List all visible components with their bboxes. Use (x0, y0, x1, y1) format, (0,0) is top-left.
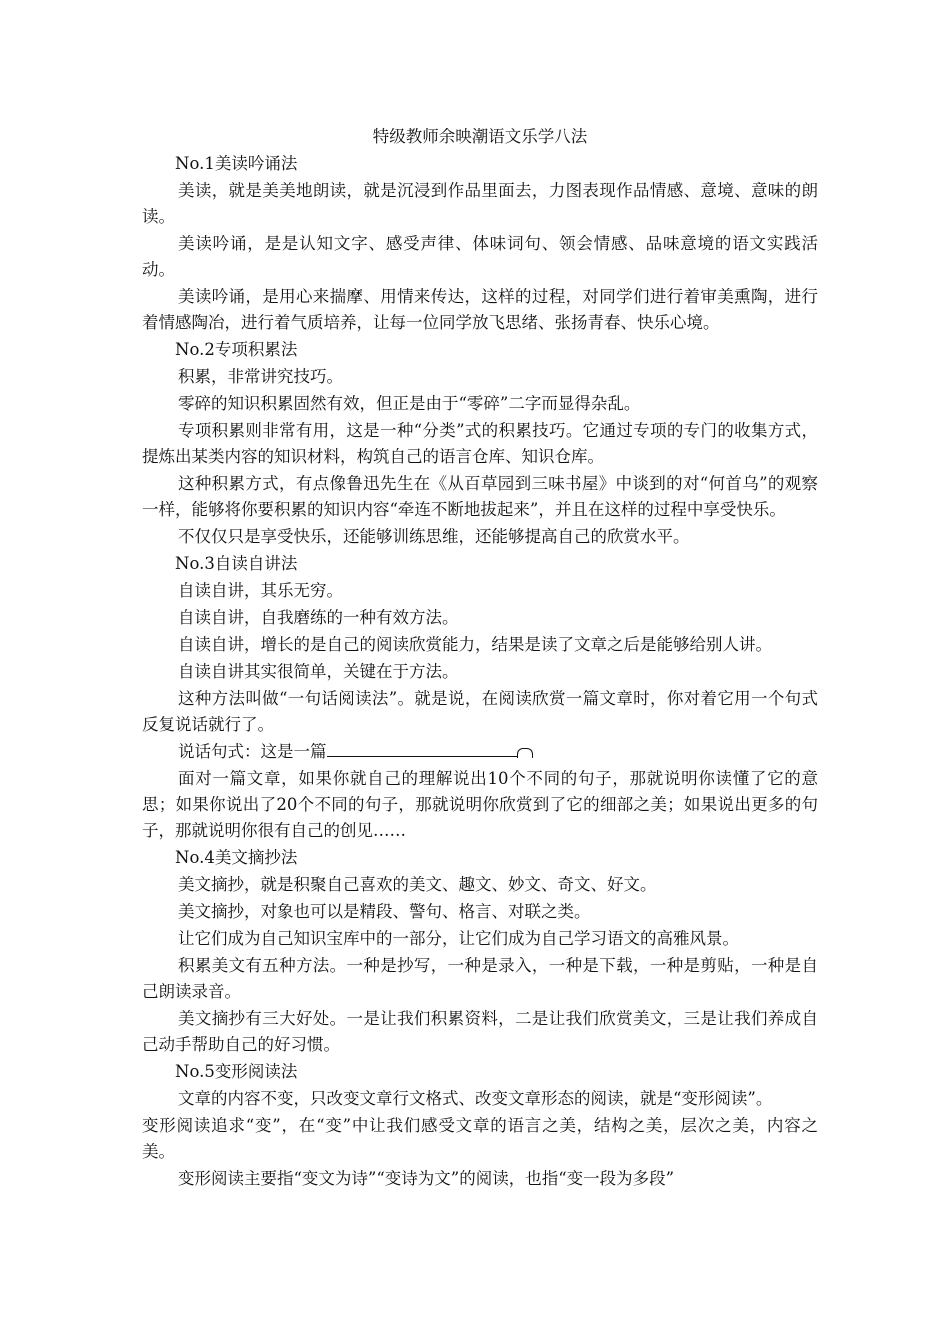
paragraph: 美读吟诵，是是认知文字、感受声律、体味词句、领会情感、品味意境的语文实践活动。 (142, 234, 818, 279)
paragraph: 这种方法叫做“一句话阅读法”。就是说，在阅读欣赏一篇文章时，你对着它用一个句式反复说话就行了。 (142, 689, 818, 734)
paragraph: 积累美文有五种方法。一种是抄写，一种是录入，一种是下载，一种是剪贴，一种是自己朗读录音。 (142, 956, 818, 1001)
paragraph: 美读，就是美美地朗读，就是沉浸到作品里面去，力图表现作品情感、意境、意味的朗读。 (142, 181, 818, 226)
document-page (142, 124, 818, 1193)
paragraph: 美文摘抄，就是积聚自己喜欢的美文、趣文、妙文、奇文、好文。 (178, 875, 657, 894)
paragraph: 美读吟诵，是用心来揣摩、用情来传达，这样的过程，对同学们进行着审美熏陶，进行着情感陶冶，进行着气质培养，让每一位同学放飞思绪、张扬青春、快乐心境。 (142, 287, 818, 332)
paragraph: 让它们成为自己知识宝库中的一部分，让它们成为自己学习语文的高雅风景。 (178, 929, 739, 948)
section-heading: No.4美文摘抄法 (175, 848, 298, 867)
paragraph: 面对一篇文章，如果你就自己的理解说出10个不同的句子，那就说明你读懂了它的意思；如果你说出了20个不同的句子，那就说明你欣赏到了它的细部之美；如果说出更多的句子，那就说明你很有自己的创见…… (142, 769, 818, 840)
section-heading: No.1美读吟诵法 (175, 154, 298, 173)
paragraph: 美文摘抄有三大好处。一是让我们积累资料，二是让我们欣赏美文，三是让我们养成自己动手帮助自己的好习惯。 (142, 1009, 818, 1054)
paragraph: 变形阅读主要指“变文为诗”“变诗为文”的阅读，也指“变一段为多段” (178, 1169, 675, 1188)
paragraph: 变形阅读追求“变”，在“变”中让我们感受文章的语言之美，结构之美，层次之美，内容之美。 (142, 1116, 818, 1161)
sentence-pattern-label: 说话句式：这是一篇 (178, 742, 327, 761)
paragraph: 零碎的知识积累固然有效，但正是由于“零碎”二字而显得杂乱。 (178, 394, 641, 413)
paragraph: 专项积累则非常有用，这是一种“分类”式的积累技巧。它通过专项的专门的收集方式，提炼出某类内容的知识材料，构筑自己的语言仓库、知识仓库。 (142, 421, 818, 466)
section-heading: No.5变形阅读法 (175, 1062, 298, 1081)
paragraph: 自读自讲，其乐无穷。 (178, 581, 343, 600)
paragraph: 美文摘抄，对象也可以是精段、警句、格言、对联之类。 (178, 902, 591, 921)
fill-in-blank (327, 740, 517, 757)
section-heading: No.3自读自讲法 (175, 554, 298, 573)
document-title: 特级教师余映潮语文乐学八法 (372, 127, 588, 146)
section-heading: No.2专项积累法 (175, 340, 298, 359)
paragraph: 不仅仅只是享受快乐，还能够训练思维，还能够提高自己的欣赏水平。 (178, 527, 690, 546)
paragraph: 自读自讲，自我磨练的一种有效方法。 (178, 608, 459, 627)
paragraph: 这种积累方式，有点像鲁迅先生在《从百草园到三味书屋》中谈到的对“何首乌”的观察一样，能够将你要积累的知识内容“牵连不断地拔起来”，并且在这样的过程中享受快乐。 (142, 474, 818, 519)
paragraph: 自读自讲，增长的是自己的阅读欣赏能力，结果是读了文章之后是能够给别人讲。 (178, 635, 772, 654)
bracket-mark-icon (517, 748, 533, 758)
paragraph: 自读自讲其实很简单，关键在于方法。 (178, 662, 459, 681)
sentence-pattern-line (142, 739, 818, 765)
paragraph: 文章的内容不变，只改变文章行文格式、改变文章形态的阅读，就是“变形阅读”。 (178, 1089, 773, 1108)
paragraph: 积累，非常讲究技巧。 (178, 367, 343, 386)
